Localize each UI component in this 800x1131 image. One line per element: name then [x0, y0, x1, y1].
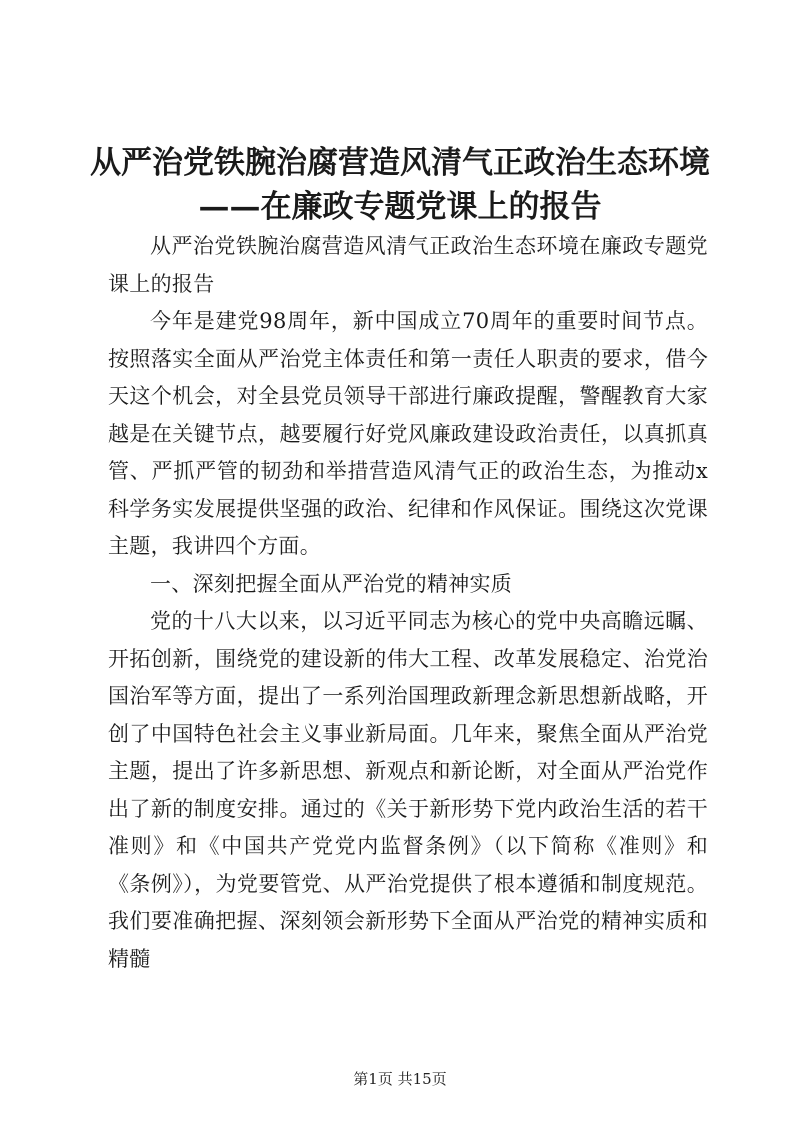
document-title: 从严治党铁腕治腐营造风清气正政治生态环境 [90, 145, 710, 181]
paragraph-section-1: 党的十八大以来，以习近平同志为核心的党中央高瞻远瞩、开拓创新，围绕党的建设新的伟大工程、改革发展稳定、治党治国治军等方面，提出了一系列治国理政新理念新思想新战略，开创了中国特色社会主义事业新局面。几年来，聚焦全面从严治党主题，提出了许多新思想、新观点和新论断，对全面从严治党作出了新的制度安排。通过的《关于新形势下党内政治生活的若干准则》和《中国共产党党内监督条例》（以下简称《准则》和《条例》），为党要管党、从严治党提供了根本遵循和制度规范。我们要准确把握、深刻领会新形势下全面从严治党的精神实质和精髓 [108, 609, 708, 971]
paragraph-heading-repeat: 从严治党铁腕治腐营造风清气正政治生态环境在廉政专题党课上的报告 [108, 234, 708, 296]
section-heading-1: 一、深刻把握全面从严治党的精神实质 [150, 571, 513, 596]
paragraph-intro: 今年是建党98周年，新中国成立70周年的重要时间节点。按照落实全面从严治党主体责任和第一责任人职责的要求，借今天这个机会，对全县党员领导干部进行廉政提醒，警醒教育大家越是在关键节点，越要履行好党风廉政建设政治责任，以真抓真管、严抓严管的韧劲和举措营造风清气正的政治生态，为推动x科学务实发展提供坚强的政治、纪律和作风保证。围绕这次党课主题，我讲四个方面。 [108, 309, 708, 558]
document-subtitle: ——在廉政专题党课上的报告 [198, 189, 602, 225]
page-footer: 第1页 共15页 [353, 1070, 447, 1088]
document-body [108, 228, 708, 978]
